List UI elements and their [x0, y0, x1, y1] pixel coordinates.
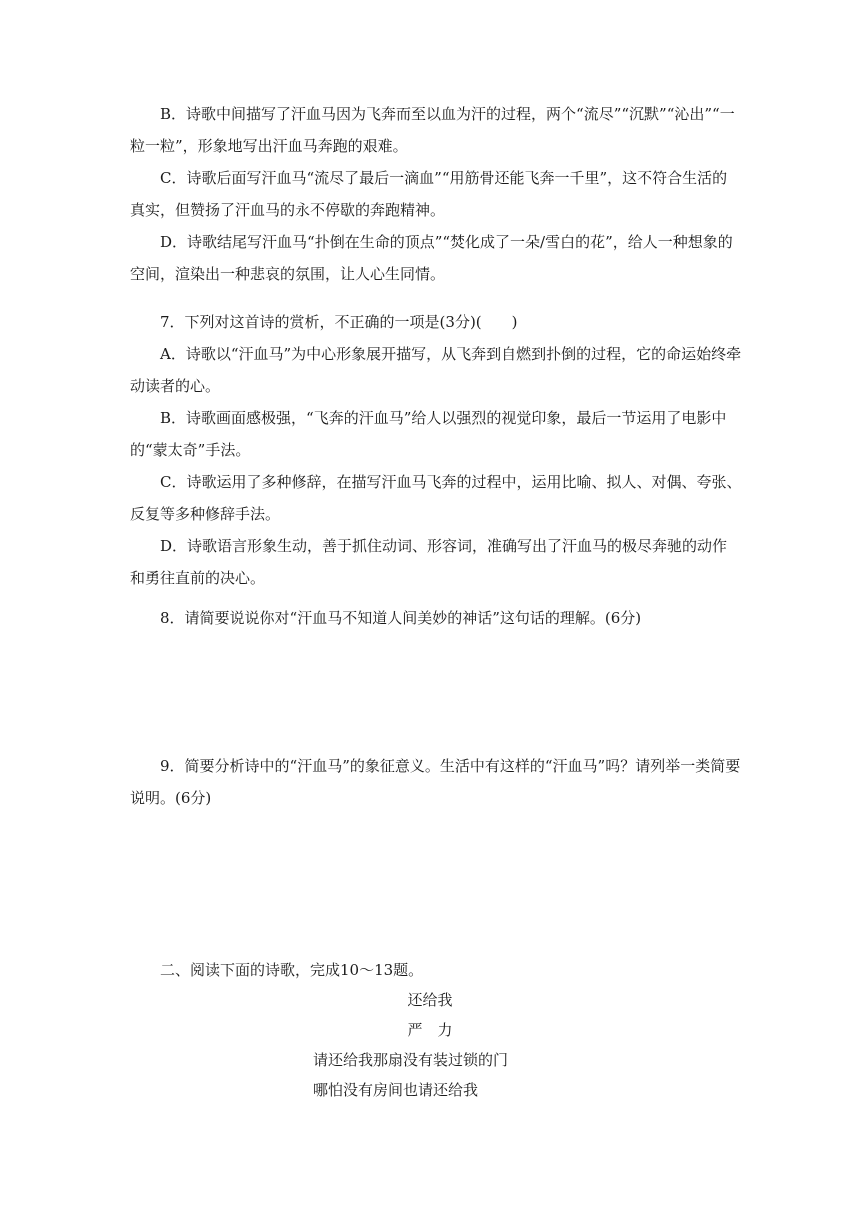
q7-option-a: A．诗歌以“汗血马”为中心形象展开描写，从飞奔到自燃到扑倒的过程，它的命运始终牵动读者的心。: [130, 345, 742, 395]
q6-option-d: D．诗歌结尾写汗血马“扑倒在生命的顶点”“焚化成了一朵/雪白的花”，给人一种想象的空间，渲染出一种悲哀的氛围，让人心生同情。: [130, 233, 733, 283]
poem-title: 还给我: [407, 991, 453, 1009]
q8-stem: 8．请简要说说你对“汗血马不知道人间美妙的神话”这句话的理解。(6分): [160, 609, 642, 627]
q9-stem: 9．简要分析诗中的“汗血马”的象征意义。生活中有这样的“汗血马”吗？请列举一类简要说明。(6分): [130, 757, 741, 807]
q7-option-c: C．诗歌运用了多种修辞，在描写汗血马飞奔的过程中，运用比喻、拟人、对偶、夸张、反复等多种修辞手法。: [130, 473, 742, 523]
section-2-text: 二、阅读下面的诗歌，完成10～13题。: [160, 961, 424, 979]
q7-option-b: B．诗歌画面感极强，“飞奔的汗血马”给人以强烈的视觉印象，最后一节运用了电影中的“蒙太奇”手法。: [130, 409, 727, 459]
poem-line: 哪怕没有房间也请还给我: [313, 1081, 479, 1099]
question-6-options: [130, 98, 742, 290]
question-9: [130, 750, 742, 814]
poem-line: 请还给我那扇没有装过锁的门: [313, 1051, 509, 1069]
q6-option-c: C．诗歌后面写汗血马“流尽了最后一滴血”“用筋骨还能飞奔一千里”，这不符合生活的真实，但赞扬了汗血马的永不停歇的奔跑精神。: [130, 169, 728, 219]
question-8: [130, 602, 742, 634]
section-2-instruction: [130, 954, 742, 986]
poem-author: 严 力: [407, 1021, 453, 1039]
question-7: [130, 306, 742, 594]
q7-stem: 7．下列对这首诗的赏析，不正确的一项是(3分)( ): [160, 313, 518, 331]
q6-option-b: B．诗歌中间描写了汗血马因为飞奔而至以血为汗的过程，两个“流尽”“沉默”“沁出”“一粒一粒”，形象地写出汗血马奔跑的艰难。: [130, 105, 735, 155]
q7-option-d: D．诗歌语言形象生动，善于抓住动词、形容词，准确写出了汗血马的极尽奔驰的动作和勇往直前的决心。: [130, 537, 728, 587]
